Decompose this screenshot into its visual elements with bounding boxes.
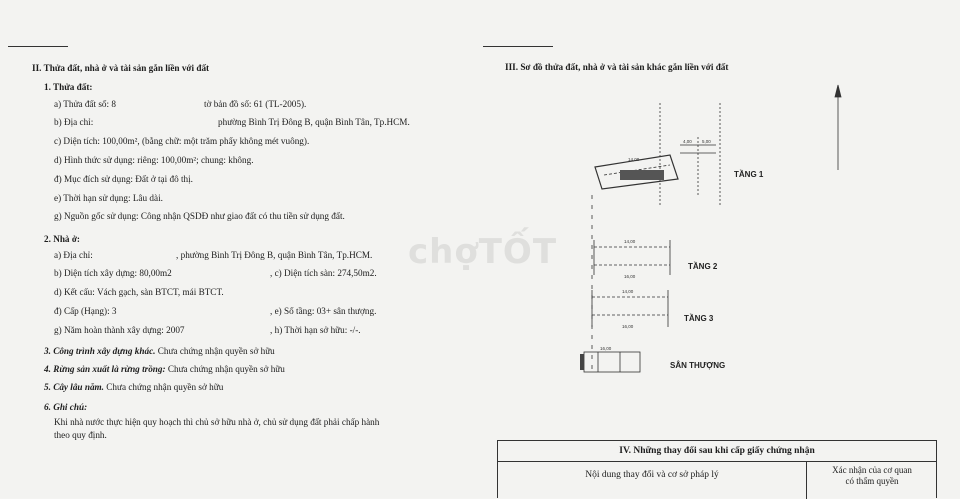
item-3 xyxy=(44,347,275,356)
floor-plan-diagram xyxy=(520,75,950,405)
confirmation-line-1: Xác nhận của cơ quan xyxy=(832,465,912,475)
usage-term: e) Thời hạn sử dụng: Lâu dài. xyxy=(54,193,163,203)
north-arrow-icon xyxy=(835,85,841,97)
house-heading: 2. Nhà ở: xyxy=(44,234,80,244)
usage-purpose: đ) Mục đích sử dụng: Đất ở tại đô thị. xyxy=(54,174,193,184)
house-grade: đ) Cấp (Hạng): 3 xyxy=(54,306,117,316)
house-structure: d) Kết cấu: Vách gạch, sàn BTCT, mái BTCT. xyxy=(54,287,224,297)
rooftop-outline xyxy=(584,352,640,372)
changes-table-caption: IV. Những thay đổi sau khi cấp giấy chứng nhận xyxy=(498,441,936,462)
dim-floor-1-width: 14,00 xyxy=(628,157,640,162)
dim-front-1: 4,00 xyxy=(683,139,692,144)
floor-area: , c) Diện tích sàn: 274,50m2. xyxy=(270,268,377,278)
changes-content-column: Nội dung thay đổi và cơ sở pháp lý xyxy=(498,462,807,499)
floor-3-label: TẦNG 3 xyxy=(684,314,714,323)
floor-1-wall xyxy=(620,170,664,180)
section-iii-title: III. Sơ đồ thửa đất, nhà ở và tài sản khác gắn liền với đất xyxy=(505,62,729,72)
item-3-label: 3. Công trình xây dựng khác. xyxy=(44,346,156,356)
notes-line-2: theo quy định. xyxy=(54,430,107,440)
item-5-text: Chưa chứng nhận quyền sở hữu xyxy=(106,382,224,392)
rooftop-label: SÂN THƯỢNG xyxy=(670,361,726,370)
ownership-term: , h) Thời hạn sở hữu: -/-. xyxy=(270,325,361,335)
house-address-value: , phường Bình Trị Đông B, quận Bình Tân, Tp.HCM. xyxy=(176,250,373,260)
usage-origin: g) Nguồn gốc sử dụng: Công nhận QSDĐ như giao đất có thu tiền sử dụng đất. xyxy=(54,211,345,221)
dim-floor-3-top: 14,00 xyxy=(622,289,634,294)
land-address-label: b) Địa chỉ: xyxy=(54,117,94,127)
dim-front-2: 5,00 xyxy=(702,139,711,144)
item-5-label: 5. Cây lâu năm. xyxy=(44,382,104,392)
map-sheet: tờ bản đồ số: 61 (TL-2005). xyxy=(204,99,307,109)
changes-table xyxy=(497,440,937,498)
dim-rooftop: 16,00 xyxy=(600,346,612,351)
land-heading: 1. Thửa đất: xyxy=(44,82,93,92)
notes-heading: 6. Ghi chú: xyxy=(44,402,88,412)
chotot-watermark: chợTỐT xyxy=(408,232,558,272)
confirmation-line-2: có thẩm quyền xyxy=(845,476,899,486)
dim-floor-3-bottom: 16,00 xyxy=(622,324,634,329)
item-5 xyxy=(44,383,223,392)
house-floors: , e) Số tầng: 03+ sân thượng. xyxy=(270,306,377,316)
floor-1-label: TẦNG 1 xyxy=(734,170,764,179)
notes-line-1: Khi nhà nước thực hiện quy hoạch thì chủ sở hữu nhà ở, chủ sử dụng đất phải chấp hành xyxy=(54,417,380,427)
year-built: g) Năm hoàn thành xây dựng: 2007 xyxy=(54,325,185,335)
item-4-text: Chưa chứng nhận quyền sở hữu xyxy=(167,364,285,374)
floor-2-label: TẦNG 2 xyxy=(688,262,718,271)
top-right-rule xyxy=(483,46,553,47)
usage-form: d) Hình thức sử dụng: riêng: 100,00m²; chung: không. xyxy=(54,155,254,165)
item-4-label: 4. Rừng sản xuất là rừng trồng: xyxy=(44,364,166,374)
house-address-label: a) Địa chỉ: xyxy=(54,250,93,260)
item-3-text: Chưa chứng nhận quyền sở hữu xyxy=(157,346,275,356)
top-left-rule xyxy=(8,46,68,47)
section-ii-title: II. Thửa đất, nhà ở và tài sản gắn liền với đất xyxy=(32,63,210,73)
rooftop-wall xyxy=(580,354,584,370)
lot-number: a) Thửa đất số: 8 xyxy=(54,99,116,109)
dim-floor-2-bottom: 16,00 xyxy=(624,274,636,279)
changes-confirmation-column xyxy=(807,462,937,499)
dim-floor-2-top: 14,00 xyxy=(624,239,636,244)
build-area: b) Diện tích xây dựng: 80,00m2 xyxy=(54,268,172,278)
land-area: c) Diện tích: 100,00m², (bằng chữ: một trăm phẩy không mét vuông). xyxy=(54,136,310,146)
item-4 xyxy=(44,365,285,374)
land-address-value: phường Bình Trị Đông B, quận Bình Tân, Tp.HCM. xyxy=(218,117,410,127)
